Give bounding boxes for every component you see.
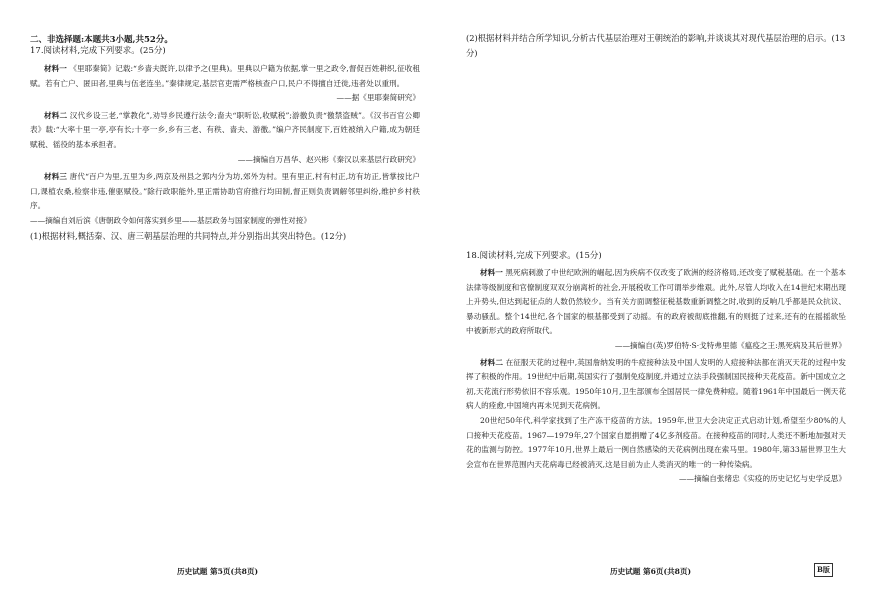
q17-m3-source: ——摘编自刘后滨《唐朝政令如何落实到乡里——基层政务与国家制度的弹性对接》	[30, 215, 311, 225]
right-page-top	[466, 31, 846, 60]
q17-m3-text: 唐代“百户为里,五里为乡,两京及州县之郭内分为坊,郊外为村。里有里正,村有村正,坊有坊正,皆掌按比户口,课植农桑,检察非违,催驱赋役。”除行政职能外,里正需协助官府推行均田制,督正则负责调解邻里纠纷,维护乡村秩序。	[30, 172, 420, 211]
q18-m1-text: 黑死病刺激了中世纪欧洲的崛起,因为疾病不仅改变了欧洲的经济格局,还改变了赋税基础。在一个基本法律等级制度和官僚制度双双分崩离析的社会,开展税收工作可谓举步维艰。此外,尽管人均收入在14世纪末期出现上升势头,但达到起征点的人数仍然较少。当有关方面调整征税基数重新调整之时,收到的反响几乎都是民众抗议、暴动骚乱。整个14世纪,各个国家的根基都受到了动摇。有的政府被彻底推翻,有的则挺了过来,还有的在摇摇欲坠中被新形式的政府所取代。	[466, 268, 846, 336]
q17-subquestion-1: (1)根据材料,概括秦、汉、唐三朝基层治理的共同特点,并分别指出其突出特色。(12分)	[30, 230, 347, 241]
q17-m2-label: 材料二	[44, 110, 68, 120]
q17-subquestion-2: (2)根据材料并结合所学知识,分析古代基层治理对王朝统治的影响,并谈谈其对现代基层治理的启示。(13分)	[466, 33, 846, 58]
q18-m1-label: 材料一	[480, 268, 503, 277]
q18-m2-source: ——摘编自张绪忠《实疫的历史记忆与史学反思》	[678, 474, 846, 484]
footer-right-page-number: 历史试题 第6页(共8页)	[610, 567, 692, 576]
section-title: 二、非选择题:本题共3小题,共52分。	[30, 35, 173, 45]
q18-material-2-paragraph-2: 20世纪50年代,科学家找到了生产冻干疫苗的方法。1959年,世卫大会决定正式启动计划,希望至少80%的人口接种天花疫苗。1967—1979年,27个国家自愿捐赠了4亿多剂疫苗。在接种疫苗的同时,人类还不断地加强对天花的监测与防控。1977年10月,世界上最后一例自然感染的天花病例出现在索马里。1980年,第33届世界卫生大会宣布在世界范围内天花病毒已经被消灭,这是目前为止人类消灭的唯一的一种传染病。	[466, 415, 846, 469]
q17-m3-label: 材料三	[44, 172, 68, 182]
q17-m1-source: ——据《里耶秦简研究》	[336, 93, 420, 103]
q18-m2-text: 在征服天花的过程中,英国詹纳发明的牛痘接种法及中国人发明的人痘接种法都在消灭天花的过程中发挥了积极的作用。19世纪中后期,英国实行了强制免疫制度,并通过立法手段强制国民接种天花疫苗。新中国成立之初,天花流行形势依旧不容乐观。1950年10月,卫生部颁布全国居民一律免费种痘。随着1961年中国最后一例天花病人的痊愈,中国境内再未见到天花病例。	[466, 357, 846, 411]
q17-prompt: 17.阅读材料,完成下列要求。(25分)	[30, 46, 166, 56]
q17-material-2	[30, 109, 420, 153]
left-page	[30, 44, 420, 243]
q18-prompt: 18.阅读材料,完成下列要求。(15分)	[466, 251, 602, 261]
q17-m1-label: 材料一	[44, 64, 67, 73]
q18-m1-source: ——摘编自(英)罗伯特·S·戈特弗里德《瘟疫之王:黑死病及其后世界》	[614, 340, 846, 350]
q17-m2-text: 汉代乡设三老,“掌教化”,劝导乡民遵行法令;啬夫“职听讼,收赋税”;游徼负责“徼禁盗贼”。《汉书百官公卿表》载:“大率十里一亭,亭有长;十亭一乡,乡有三老、有秩、啬夫、游徼。”编户齐民制度下,百姓被纳入户籍,成为朝廷赋税、徭役的基本承担者。	[30, 110, 420, 149]
q17-material-3	[30, 170, 420, 214]
q17-material-1	[30, 62, 420, 91]
footer-left-page-number: 历史试题 第5页(共8页)	[177, 567, 259, 576]
q17-m2-source: ——摘编自万昌华、赵兴彬《秦汉以来基层行政研究》	[237, 154, 420, 164]
q18-m2-label: 材料二	[480, 357, 504, 367]
right-page-q18	[466, 249, 846, 487]
q18-material-1	[466, 266, 846, 339]
q17-m1-text: 《里耶秦简》记载:“乡啬夫既许,以律予之(里典)。里典以户籍为依据,掌一里之政令,督促百姓耕织,征收租赋。若有亡户、匿田者,里典与伍老连坐。”秦律规定,基层官吏需严格核查户口,民户不得擅自迁徙,违者处以重刑。	[30, 64, 421, 88]
q18-material-2	[466, 356, 846, 414]
version-badge: B版	[814, 563, 833, 577]
